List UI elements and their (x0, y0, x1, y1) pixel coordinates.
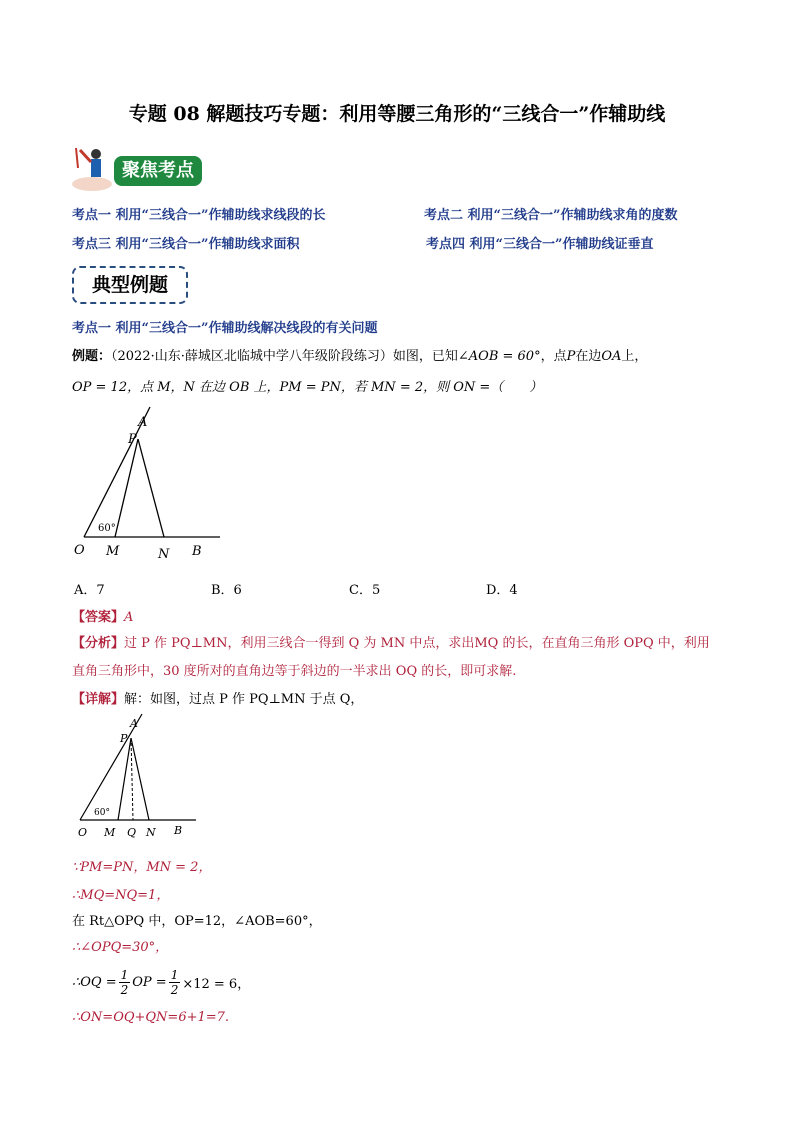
step-5-lead: ∴OQ = (72, 974, 117, 990)
step-1: ∵PM=PN，MN = 2， (72, 860, 212, 875)
fraction-1-num: 1 (120, 967, 129, 982)
step-3: 在 Rt△OPQ 中，OP=12，∠AOB=60°， (72, 914, 322, 929)
segment-PN (138, 439, 164, 537)
segment-PQ (131, 738, 133, 820)
step-4: ∴∠OPQ=30°， (72, 940, 169, 955)
figure-1 (70, 405, 230, 565)
analysis-text-1: 过 P 作 PQ⊥MN，利用三线合一得到 Q 为 MN 中点，求出MQ 的长，在直角三角形 OPQ 中，利用 (124, 636, 710, 651)
choice-d: D．4 (486, 583, 518, 598)
answer-tag: 【答案】 (72, 610, 125, 625)
label-O-2: O (78, 826, 88, 839)
step-5-eq: ×12 = 6， (182, 976, 251, 992)
fraction-2-den: 2 (170, 982, 179, 997)
example-source: （2022·山东·薛城区北临城中学八年级阶段练习）如图，已知 (111, 349, 458, 364)
analysis-line-1 (72, 632, 710, 651)
step-5-op: OP = (132, 974, 167, 990)
example-rest3: 上， (621, 349, 648, 364)
label-60-2: 60° (94, 808, 110, 818)
focus-badge (70, 146, 202, 194)
example-oa: OA (601, 349, 622, 364)
choice-c: C．5 (349, 583, 381, 598)
example-p: P (566, 349, 576, 364)
label-B-2: B (174, 824, 183, 837)
kaodian-4: 考点四 利用“三线合一”作辅助线证垂直 (426, 237, 654, 252)
fraction-2-num: 1 (170, 967, 179, 982)
example-line-2: OP = 12，点 M，N 在边 OB 上，PM = PN，若 MN = 2，则 ON =（ ） (72, 380, 543, 395)
kaodian-1: 考点一 利用“三线合一”作辅助线求线段的长 (72, 208, 326, 223)
kaodian-2: 考点二 利用“三线合一”作辅助线求角的度数 (424, 208, 678, 223)
label-60: 60° (98, 523, 116, 534)
step-2: ∴MQ=NQ=1， (72, 888, 170, 903)
analysis-tag: 【分析】 (72, 636, 125, 651)
label-N-2: N (146, 826, 156, 839)
example-prefix: 例题： (72, 349, 112, 364)
step-5 (72, 964, 250, 1000)
label-O: O (74, 543, 85, 558)
label-Q-2: Q (127, 826, 137, 839)
choice-a: A．7 (74, 583, 105, 598)
label-A-2: A (130, 717, 138, 730)
fraction-1-den: 2 (120, 982, 129, 997)
label-B: B (192, 544, 202, 559)
label-N: N (158, 547, 170, 562)
section-heading: 考点一 利用“三线合一”作辅助线解决线段的有关问题 (72, 321, 378, 336)
example-rest2: 在边 (575, 349, 602, 364)
label-A: A (138, 415, 148, 430)
example-angle: ∠AOB = 60° (457, 349, 541, 364)
fraction-2 (169, 968, 181, 997)
fraction-1 (119, 968, 131, 997)
label-P: P (128, 432, 137, 447)
page-title: 专题 08 解题技巧专题：利用等腰三角形的“三线合一”作辅助线 (128, 103, 666, 125)
answer-line (72, 606, 133, 625)
detail-tag: 【详解】 (72, 692, 125, 707)
label-M-2: M (104, 826, 116, 839)
focus-label: 聚焦考点 (114, 156, 202, 186)
figure-2 (72, 712, 202, 842)
answer-value: A (124, 610, 134, 625)
step-6: ∴ON=OQ+QN=6+1=7. (72, 1010, 230, 1025)
segment-PM-2 (118, 738, 131, 820)
kaodian-3: 考点三 利用“三线合一”作辅助线求面积 (72, 237, 300, 252)
example-rest1: ，点 (540, 349, 567, 364)
example-line-1 (72, 345, 647, 364)
segment-PN-2 (131, 738, 149, 820)
label-P-2: P (120, 732, 128, 745)
analysis-line-2: 直角三角形中，30 度所对的直角边等于斜边的一半求出 OQ 的长，即可求解. (72, 664, 517, 679)
choice-b: B．6 (211, 583, 242, 598)
detail-text: 解：如图，过点 P 作 PQ⊥MN 于点 Q， (124, 692, 364, 707)
detail-line (72, 688, 363, 707)
typical-example-label: 典型例题 (72, 266, 188, 304)
teacher-icon (70, 146, 118, 194)
label-M: M (106, 544, 120, 559)
